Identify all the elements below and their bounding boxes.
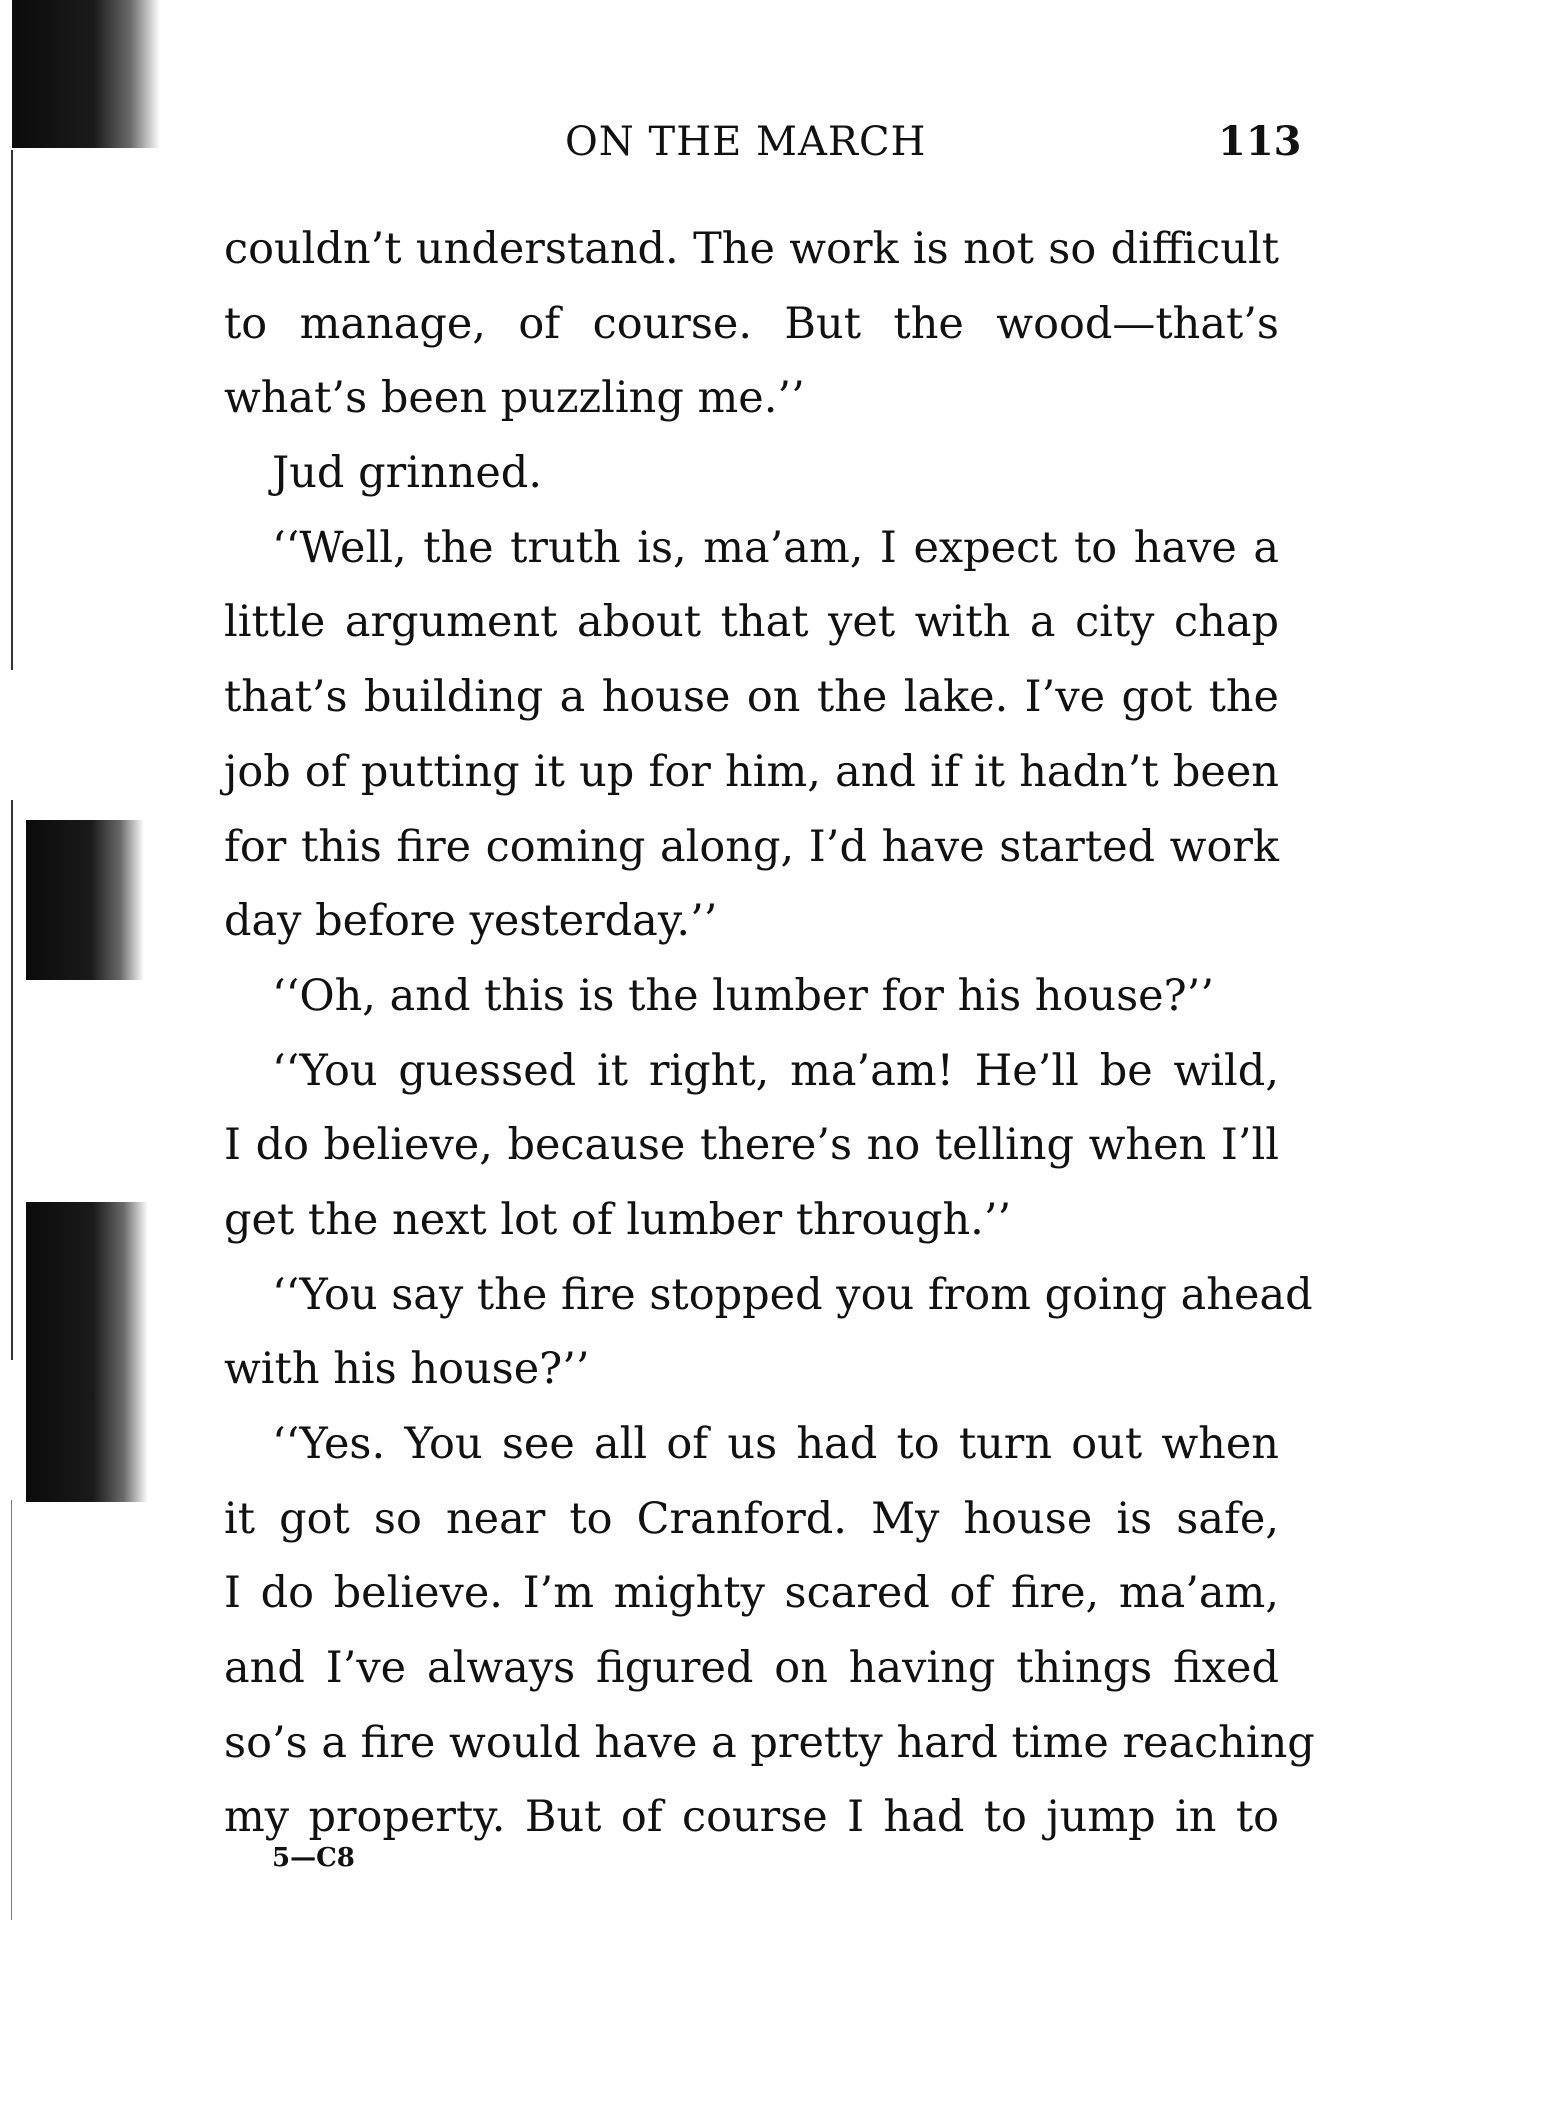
page-edge-line xyxy=(11,150,13,670)
page-edge-line xyxy=(11,1500,12,1920)
text-line: it got so near to Cranford. My house is safe, xyxy=(224,1493,1279,1544)
text-line: day before yesterday.’’ xyxy=(224,896,718,947)
text-line: get the next lot of lumber through.’’ xyxy=(224,1194,1012,1245)
text-line: with his house?’’ xyxy=(224,1344,590,1395)
text-line: what’s been puzzling me.’’ xyxy=(224,373,805,424)
signature-mark: 5—C8 xyxy=(272,1843,355,1873)
text-line: Jud grinned. xyxy=(272,448,542,499)
scan-shadow-middle xyxy=(26,820,144,980)
text-line: ‘‘Yes. You see all of us had to turn out when xyxy=(272,1419,1279,1469)
text-line: I do believe. I’m mighty scared of fire, ma’am, xyxy=(224,1568,1279,1619)
scan-shadow-lower xyxy=(26,1202,148,1502)
text-line: for this fire coming along, I’d have started work xyxy=(224,821,1279,872)
text-line: ‘‘Oh, and this is the lumber for his house?’’ xyxy=(272,970,1214,1021)
page-number: 113 xyxy=(1218,118,1302,165)
text-line: that’s building a house on the lake. I’ve got the xyxy=(224,672,1279,723)
text-line: and I’ve always figured on having things fixed xyxy=(224,1643,1279,1694)
text-line: little argument about that yet with a city chap xyxy=(224,597,1279,648)
text-line: ‘‘You guessed it right, ma’am! He’ll be wild, xyxy=(272,1045,1279,1096)
text-line: couldn’t understand. The work is not so difficult xyxy=(224,224,1279,274)
running-head: ON THE MARCH xyxy=(565,119,927,165)
page-edge-line xyxy=(11,800,13,1360)
scan-shadow-top xyxy=(12,0,160,148)
text-line: to manage, of course. But the wood—that’s xyxy=(224,298,1279,349)
text-line: my property. But of course I had to jump in to xyxy=(224,1792,1279,1843)
text-line: I do believe, because there’s no telling when I’ll xyxy=(224,1120,1279,1171)
text-line: job of putting it up for him, and if it hadn’t been xyxy=(224,746,1279,797)
text-line: so’s a fire would have a pretty hard time reaching xyxy=(224,1717,1315,1768)
body-text xyxy=(224,212,1315,1855)
text-line: ‘‘Well, the truth is, ma’am, I expect to have a xyxy=(272,522,1279,573)
text-line: ‘‘You say the fire stopped you from going ahead xyxy=(272,1269,1313,1320)
